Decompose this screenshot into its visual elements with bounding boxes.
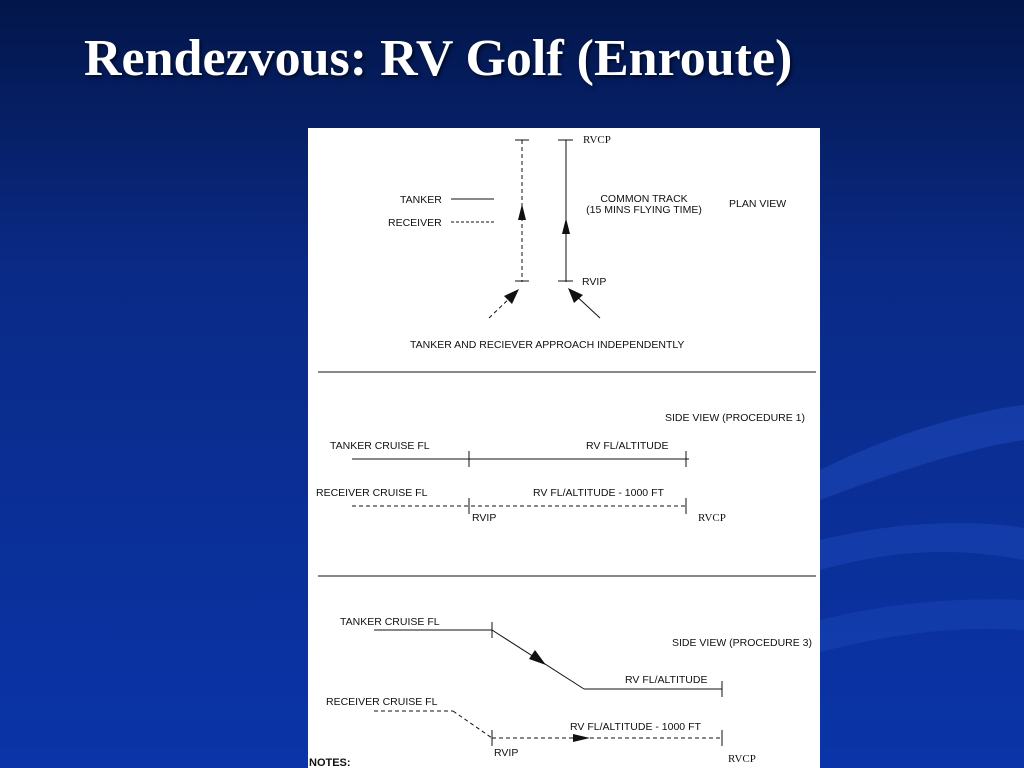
sv1-rv-altitude-minus-label: RV FL/ALTITUDE - 1000 FT (533, 487, 664, 499)
plan-rvcp-label: RVCP (583, 134, 611, 146)
plan-view (388, 134, 786, 351)
notes-label: NOTES: (309, 757, 351, 768)
sv3-receiver-cruise-label: RECEIVER CRUISE FL (326, 696, 438, 708)
sv3-receiver-descent-line (453, 711, 492, 738)
diagram-svg (308, 128, 820, 768)
side-view-3-label: SIDE VIEW (PROCEDURE 3) (672, 637, 813, 649)
common-track-label: COMMON TRACK (600, 193, 688, 205)
side-view-procedure-1 (316, 412, 805, 524)
plan-rvip-label: RVIP (582, 276, 607, 288)
sv3-rvip-label: RVIP (494, 747, 519, 759)
sv3-rv-altitude-label: RV FL/ALTITUDE (625, 674, 708, 686)
sv3-rv-altitude-minus-label: RV FL/ALTITUDE - 1000 FT (570, 721, 701, 733)
sv1-receiver-cruise-label: RECEIVER CRUISE FL (316, 487, 428, 499)
sv3-rvcp-label: RVCP (728, 753, 756, 765)
slide-title: Rendezvous: RV Golf (Enroute) (84, 30, 793, 87)
sv3-tanker-descent-arrow (529, 650, 546, 665)
plan-view-label: PLAN VIEW (729, 198, 787, 210)
receiver-direction-arrow (518, 204, 526, 220)
rendezvous-diagram (308, 128, 820, 768)
side-view-procedure-3 (326, 616, 812, 765)
side-view-1-label: SIDE VIEW (PROCEDURE 1) (665, 412, 806, 424)
sv1-rvip-label: RVIP (472, 512, 497, 524)
sv1-tanker-cruise-label: TANKER CRUISE FL (330, 440, 430, 452)
sv3-receiver-direction-arrow (573, 734, 590, 742)
tanker-direction-arrow (562, 218, 570, 234)
approach-note: TANKER AND RECIEVER APPROACH INDEPENDENTLY (410, 339, 685, 351)
common-track-time-label: (15 MINS FLYING TIME) (586, 204, 702, 216)
sv1-rv-altitude-label: RV FL/ALTITUDE (586, 440, 669, 452)
plan-receiver-label: RECEIVER (388, 217, 442, 229)
sv3-tanker-cruise-label: TANKER CRUISE FL (340, 616, 440, 628)
plan-tanker-label: TANKER (400, 194, 442, 206)
sv1-rvcp-label: RVCP (698, 512, 726, 524)
